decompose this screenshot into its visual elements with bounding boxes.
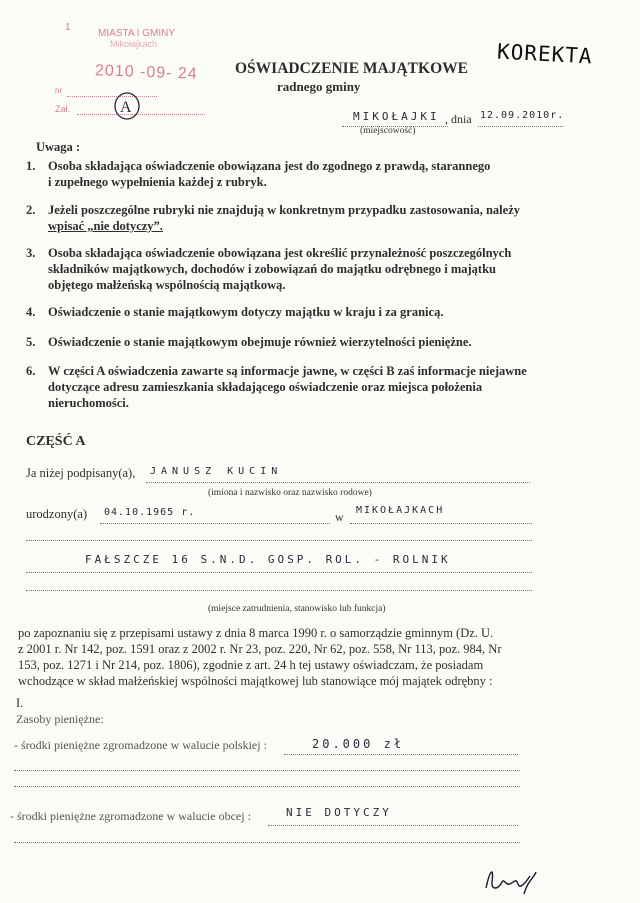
blank-line	[26, 590, 532, 591]
uwaga-item-line: objętego małżeńską wspólnością majątkową.	[48, 278, 286, 292]
born-label: urodzony(a)	[26, 507, 88, 521]
uwaga-item-number: 6.	[26, 364, 36, 378]
date-line	[478, 126, 563, 127]
born-place-line	[350, 523, 532, 524]
pln-label: - środki pieniężne zgromadzone w walucie polskiej :	[14, 738, 267, 752]
stamp-initial-mark	[112, 90, 144, 122]
uwaga-item-line: nieruchomości.	[48, 396, 129, 410]
page-subtitle: radnego gminy	[277, 79, 361, 94]
pln-value: 20.000 zł	[312, 737, 405, 751]
signed-label: Ja niżej podpisany(a),	[26, 466, 136, 480]
stamp-date: 2010 -09- 24	[94, 62, 199, 83]
law-line: 153, poz. 1271 i Nr 214, poz. 1806), zgodnie z art. 24 h tej ustawy oświadczam, że posiadam	[18, 658, 484, 672]
uwaga-item-4	[26, 304, 596, 320]
uwaga-item-1	[26, 158, 596, 190]
correction-mark: KOREKTA	[496, 39, 594, 69]
employment-caption: (miejsce zatrudnienia, stanowisko lub funkcja)	[208, 604, 386, 614]
stamp-place: Mikołajkach	[110, 39, 158, 49]
blank-line	[14, 842, 520, 843]
stamp-nr-label: nr	[55, 86, 63, 95]
uwaga-item-line: Osoba składająca oświadczenie obowiązana jest do zgodnego z prawdą, starannego	[48, 159, 491, 173]
stamp-zal-label: Zał.	[55, 104, 71, 114]
date-value: 12.09.2010r.	[480, 110, 565, 121]
foreign-label: - środki pieniężne zgromadzone w walucie obcej :	[10, 809, 251, 823]
uwaga-item-line: W części A oświadczenia zawarte są informacje jawne, w części B zaś informacje niejawne	[48, 364, 527, 378]
uwaga-item-line: składników majątkowych, dochodów i zobowiązań do majątku odrębnego i majątku	[48, 262, 496, 276]
uwaga-item-3	[26, 245, 596, 293]
resources-label: Zasoby pieniężne:	[16, 712, 104, 726]
uwaga-item-2	[26, 202, 596, 234]
date-label: , dnia	[445, 112, 472, 126]
section-i-label: I.	[16, 696, 24, 710]
uwaga-item-number: 4.	[26, 305, 36, 319]
uwaga-heading: Uwaga :	[36, 140, 81, 154]
uwaga-item-number: 3.	[26, 246, 36, 260]
employment-value: FAŁSZCZE 16 S.N.D. GOSP. ROL. - ROLNIK	[85, 553, 451, 566]
born-date: 04.10.1965 r.	[104, 507, 196, 518]
foreign-line	[268, 825, 518, 826]
name-caption: (imiona i nazwisko oraz nazwisko rodowe)	[208, 488, 372, 498]
uwaga-item-5	[26, 334, 596, 350]
stamp-initial-text: A	[120, 99, 132, 116]
blank-line	[14, 770, 520, 771]
signed-line	[146, 482, 530, 483]
part-a-heading: CZĘŚĆ A	[26, 434, 86, 449]
stamp-corner-number: 1	[65, 22, 71, 33]
signed-value: JANUSZ KUCIN	[150, 466, 283, 477]
pln-line	[284, 754, 518, 755]
uwaga-item-line: i zupełnego wypełnienia każdej z rubryk.	[48, 175, 267, 189]
law-line: po zapoznaniu się z przepisami ustawy z dnia 8 marca 1990 r. o samorządzie gminnym (Dz. U.	[18, 626, 494, 640]
law-paragraph	[18, 625, 598, 689]
foreign-value: NIE DOTYCZY	[286, 806, 392, 819]
uwaga-item-line: Oświadczenie o stanie majątkowym obejmuje również wierzytelności pieniężne.	[48, 335, 472, 349]
born-place: MIKOŁAJKACH	[356, 505, 445, 516]
blank-line	[26, 540, 532, 541]
law-line: z 2001 r. Nr 142, poz. 1591 oraz z 2002 r. Nr 23, poz. 220, Nr 62, poz. 558, Nr 113, poz. 984, Nr	[18, 642, 502, 656]
place-caption: (miejscowość)	[360, 126, 416, 136]
uwaga-item-line: dotyczące adresu zamieszkania składającego oświadczenie oraz miejsca położenia	[48, 380, 483, 394]
uwaga-item-line: Jeżeli poszczególne rubryki nie znajdują w konkretnym przypadku zastosowania, należy	[48, 203, 520, 217]
uwaga-item-number: 2.	[26, 203, 36, 217]
uwaga-item-number: 1.	[26, 159, 36, 173]
uwaga-item-6	[26, 363, 596, 411]
stamp-office: MIASTA I GMINY	[98, 28, 176, 39]
uwaga-item-line: Oświadczenie o stanie majątkowym dotyczy majątku w kraju i za granicą.	[48, 305, 444, 319]
employment-line	[26, 572, 532, 573]
place-value: MIKOŁAJKI	[353, 110, 440, 123]
page-title: OŚWIADCZENIE MAJĄTKOWE	[235, 60, 468, 77]
uwaga-item-line: wpisać „nie dotyczy”.	[48, 219, 163, 233]
uwaga-item-line: Osoba składająca oświadczenie obowiązana jest określić przynależność poszczególnych	[48, 246, 512, 260]
blank-line	[14, 786, 520, 787]
law-line: wchodzące w skład małżeńskiej wspólności majątkowej lub stanowiące mój majątek odrębny :	[18, 674, 493, 688]
signature	[480, 860, 550, 900]
born-in-label: w	[335, 510, 344, 524]
born-date-line	[100, 523, 330, 524]
uwaga-item-number: 5.	[26, 335, 36, 349]
